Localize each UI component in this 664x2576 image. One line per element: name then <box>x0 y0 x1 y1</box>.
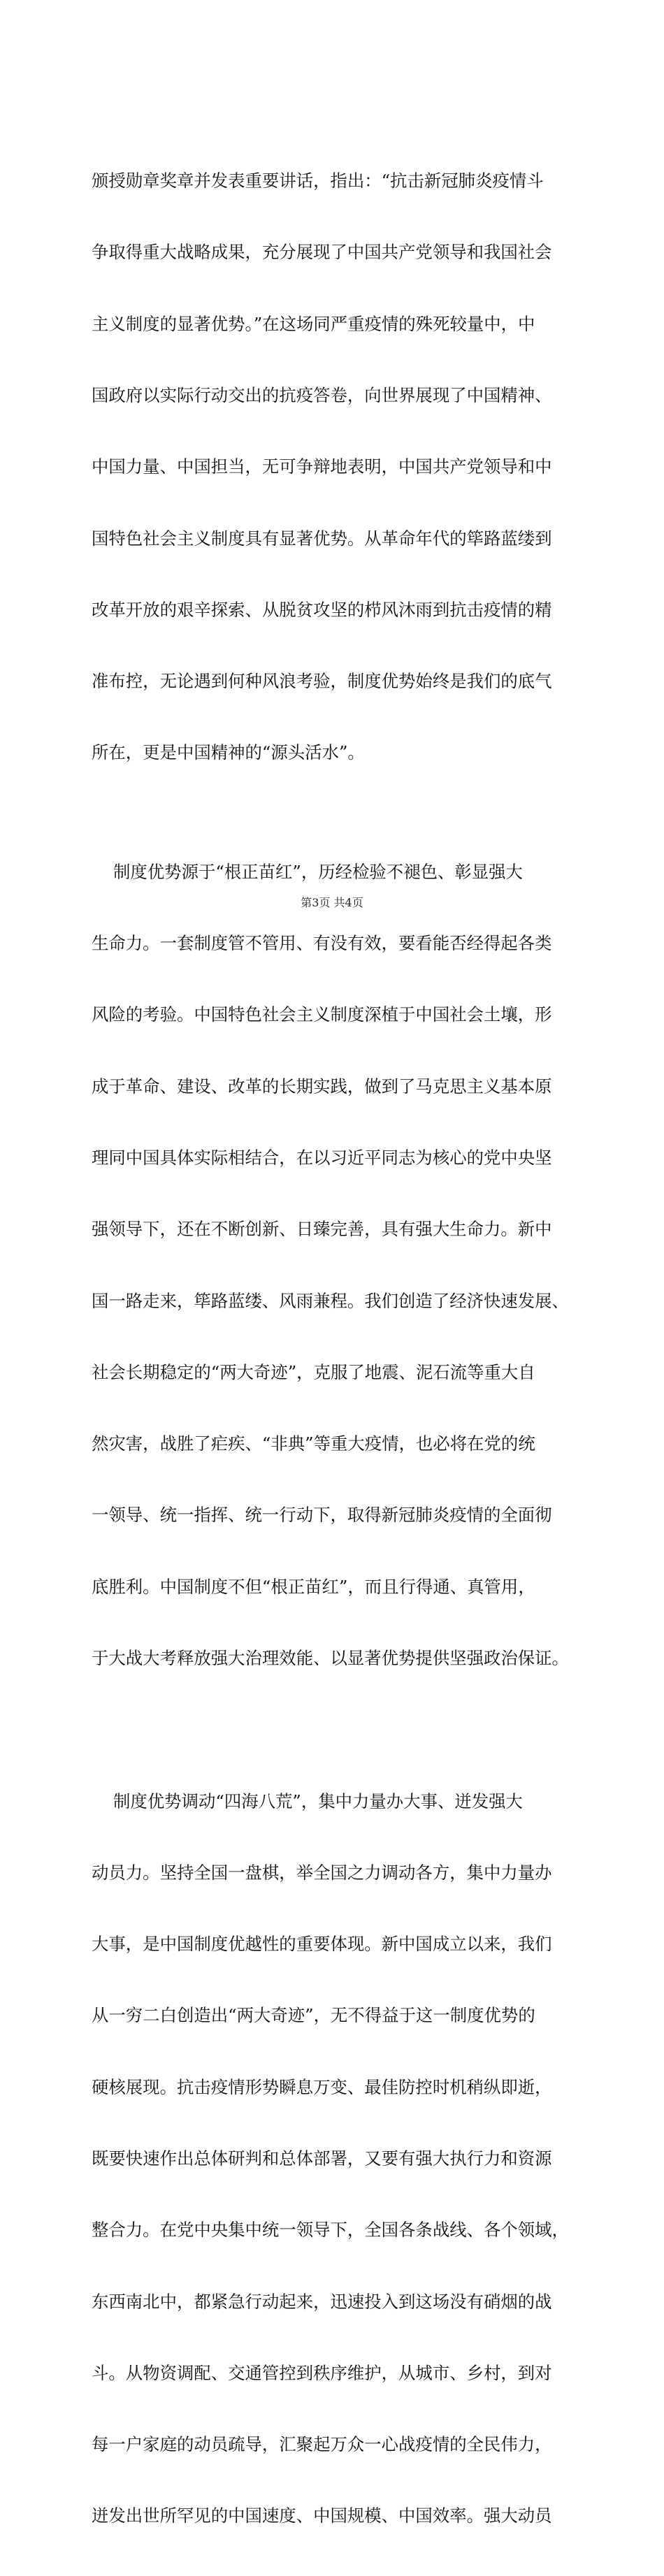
text-line: 制度优势调动“四海八荒”，集中力量办大事、迸发强大 <box>92 1790 523 1811</box>
text-line: 风险的考验。中国特色社会主义制度深植于中国社会土壤，形 <box>92 1004 552 1025</box>
text-line: 东西南北中，都紧急行动起来，迅速投入到这场没有硝烟的战 <box>92 2291 552 2312</box>
text-line: 动员力。坚持全国一盘棋，举全国之力调动各方，集中力量办 <box>92 1862 552 1883</box>
text-line: 生命力。一套制度管不管用、有没有效，要看能否经得起各类 <box>92 933 552 954</box>
text-line: 从一穷二白创造出“两大奇迹”，无不得益于这一制度优势的 <box>92 2005 535 2026</box>
text-line: 强领导下，还在不断创新、日臻完善，具有强大生命力。新中 <box>92 1219 552 1240</box>
text-line: 一领导、统一指挥、统一行动下，取得新冠肺炎疫情的全面彻 <box>92 1505 552 1526</box>
text-line: 于大战大考释放强大治理效能、以显著优势提供坚强政治保证。 <box>92 1648 569 1668</box>
text-line: 中国力量、中国担当，无可争辩地表明，中国共产党领导和中 <box>92 456 552 477</box>
text-line: 所在，更是中国精神的“源头活水”。 <box>92 742 365 763</box>
text-line: 颁授勋章奖章并发表重要讲话，指出：“抗击新冠肺炎疫情斗 <box>92 171 544 191</box>
text-line: 国特色社会主义制度具有显著优势。从革命年代的筚路蓝缕到 <box>92 528 552 549</box>
document-body <box>92 122 602 2576</box>
text-line: 底胜利。中国制度不但“根正苗红”，而且行得通、真管用， <box>92 1576 535 1597</box>
page-footer: 第3页 共4页 <box>301 896 363 909</box>
text-line: 大事，是中国制度优越性的重要体现。新中国成立以来，我们 <box>92 1934 552 1955</box>
text-line: 既要快速作出总体研判和总体部署，又要有强大执行力和资源 <box>92 2148 552 2169</box>
text-line: 国政府以实际行动交出的抗疫答卷，向世界展现了中国精神、 <box>92 385 552 406</box>
paragraph-1 <box>92 122 602 813</box>
text-line: 然灾害，战胜了疟疾、“非典”等重大疫情，也必将在党的统 <box>92 1433 535 1454</box>
text-line: 改革开放的艰辛探索、从脱贫攻坚的栉风沐雨到抗击疫情的精 <box>92 599 552 620</box>
text-line: 争取得重大战略成果，充分展现了中国共产党领导和我国社会 <box>92 242 552 263</box>
text-line: 硬核展现。抗击疫情形势瞬息万变、最佳防控时机稍纵即逝， <box>92 2076 552 2097</box>
text-line: 准布控，无论遇到何种风浪考验，制度优势始终是我们的底气 <box>92 671 552 692</box>
paragraph-spacer <box>92 1718 602 1742</box>
text-line: 整合力。在党中央集中统一领导下，全国各条战线、各个领域， <box>92 2220 569 2241</box>
text-line: 每一户家庭的动员疏导，汇聚起万众一心战疫情的全民伟力， <box>92 2434 552 2455</box>
text-line: 成于革命、建设、改革的长期实践，做到了马克思主义基本原 <box>92 1076 552 1097</box>
paragraph-2 <box>92 813 602 1718</box>
paragraph-3 <box>92 1742 602 2575</box>
text-line: 斗。从物资调配、交通管控到秩序维护，从城市、乡村，到对 <box>92 2362 552 2383</box>
text-line: 制度优势源于“根正苗红”，历经检验不褪色、彰显强大 <box>92 861 523 882</box>
text-line: 理同中国具体实际相结合，在以习近平同志为核心的党中央坚 <box>92 1148 552 1168</box>
text-line: 国一路走来，筚路蓝缕、风雨兼程。我们创造了经济快速发展、 <box>92 1290 569 1311</box>
text-line: 迸发出世所罕见的中国速度、中国规模、中国效率。强大动员 <box>92 2505 552 2526</box>
text-line: 主义制度的显著优势。”在这场同严重疫情的殊死较量中，中 <box>92 313 535 334</box>
text-line: 社会长期稳定的“两大奇迹”，克服了地震、泥石流等重大自 <box>92 1361 535 1382</box>
